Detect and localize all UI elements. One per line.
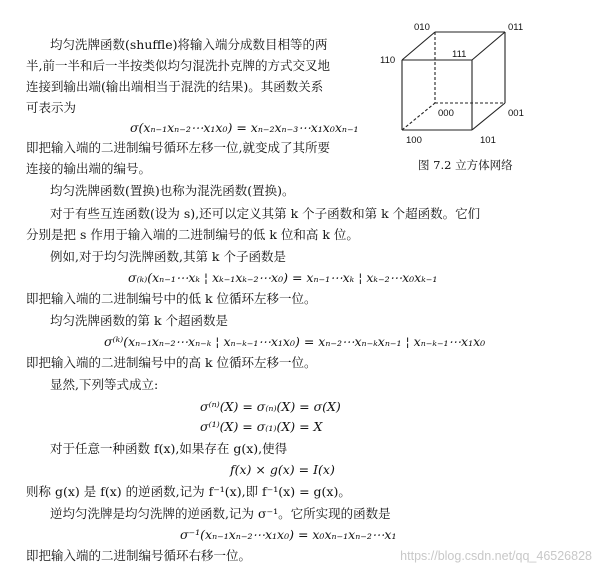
figure-caption: 图 7.2 立方体网络 [418, 158, 513, 172]
formula-inverse-shuffle: σ⁻¹(xₙ₋₁xₙ₋₂⋯x₁x₀) = x₀xₙ₋₁xₙ₋₂⋯x₁ [180, 527, 397, 542]
node-label-010: 010 [414, 22, 430, 33]
node-label-100: 100 [406, 135, 422, 146]
text-line: 连接到输出端(输出端相当于混洗的结果)。其函数关系 [26, 79, 324, 94]
cube-edge [402, 103, 435, 130]
formula-inverse-def: f(x) × g(x) = I(x) [230, 462, 335, 477]
text-line: 即把输入端的二进制编号中的低 k 位循环左移一位。 [26, 291, 317, 306]
text-line: 均匀洗牌函数的第 k 个超函数是 [50, 313, 229, 328]
text-line: 半,前一半和后一半按类似均匀混洗扑克牌的方式交叉地 [26, 58, 330, 73]
cube-edge [472, 32, 505, 60]
cube-edge [402, 32, 435, 60]
text-line: 分别是把 s 作用于输入端的二进制编号的低 k 位和高 k 位。 [26, 227, 359, 242]
text-line: 即把输入端的二进制编号循环右移一位。 [26, 548, 252, 563]
text-line: 连接的输出端的编号。 [26, 161, 152, 176]
node-label-001: 001 [508, 108, 524, 119]
text-line: 可表示为 [26, 100, 77, 115]
formula-shuffle: σ(xₙ₋₁xₙ₋₂⋯x₁x₀) = xₙ₋₂xₙ₋₃⋯x₁x₀xₙ₋₁ [130, 120, 359, 135]
formula-identity-2: σ⁽¹⁾(X) = σ₍₁₎(X) = X [200, 419, 323, 434]
node-label-110: 110 [380, 55, 396, 66]
formula-identity-1: σ⁽ⁿ⁾(X) = σ₍ₙ₎(X) = σ(X) [200, 399, 341, 414]
text-line: 对于任意一种函数 f(x),如果存在 g(x),使得 [50, 441, 288, 456]
node-label-000: 000 [438, 108, 454, 119]
text-line: 均匀洗牌函数(shuffle)将输入端分成数目相等的两 [50, 37, 328, 52]
cube-edge [472, 103, 505, 130]
cube-network-diagram [380, 20, 592, 160]
text-line: 即把输入端的二进制编号中的高 k 位循环左移一位。 [26, 355, 317, 370]
text-line: 显然,下列等式成立: [50, 377, 159, 392]
formula-subfunction: σ₍ₖ₎(xₙ₋₁⋯xₖ ¦ xₖ₋₁xₖ₋₂⋯x₀) = xₙ₋₁⋯xₖ ¦ xₖ₋₂⋯x₀xₖ₋₁ [128, 270, 438, 285]
text-line: 则称 g(x) 是 f(x) 的逆函数,记为 f⁻¹(x),即 f⁻¹(x) = g(x)。 [26, 484, 351, 499]
watermark: https://blog.csdn.net/qq_46526828 [400, 549, 592, 563]
formula-superfunction: σ⁽ᵏ⁾(xₙ₋₁xₙ₋₂⋯xₙ₋ₖ ¦ xₙ₋ₖ₋₁⋯x₁x₀) = xₙ₋₂⋯xₙ₋ₖxₙ₋₁ ¦ xₙ₋ₖ₋₁⋯x₁x₀ [104, 334, 486, 349]
text-line: 均匀洗牌函数(置换)也称为混洗函数(置换)。 [50, 183, 295, 198]
text-line: 逆均匀洗牌是均匀洗牌的逆函数,记为 σ⁻¹。它所实现的函数是 [50, 506, 391, 521]
text-line: 对于有些互连函数(设为 s),还可以定义其第 k 个子函数和第 k 个超函数。它们 [50, 206, 481, 221]
node-label-111: 111 [452, 49, 467, 60]
text-line: 即把输入端的二进制编号循环左移一位,就变成了其所要 [26, 140, 330, 155]
text-line: 例如,对于均匀洗牌函数,其第 k 个子函数是 [50, 249, 286, 264]
node-label-101: 101 [480, 135, 496, 146]
node-label-011: 011 [508, 22, 524, 33]
